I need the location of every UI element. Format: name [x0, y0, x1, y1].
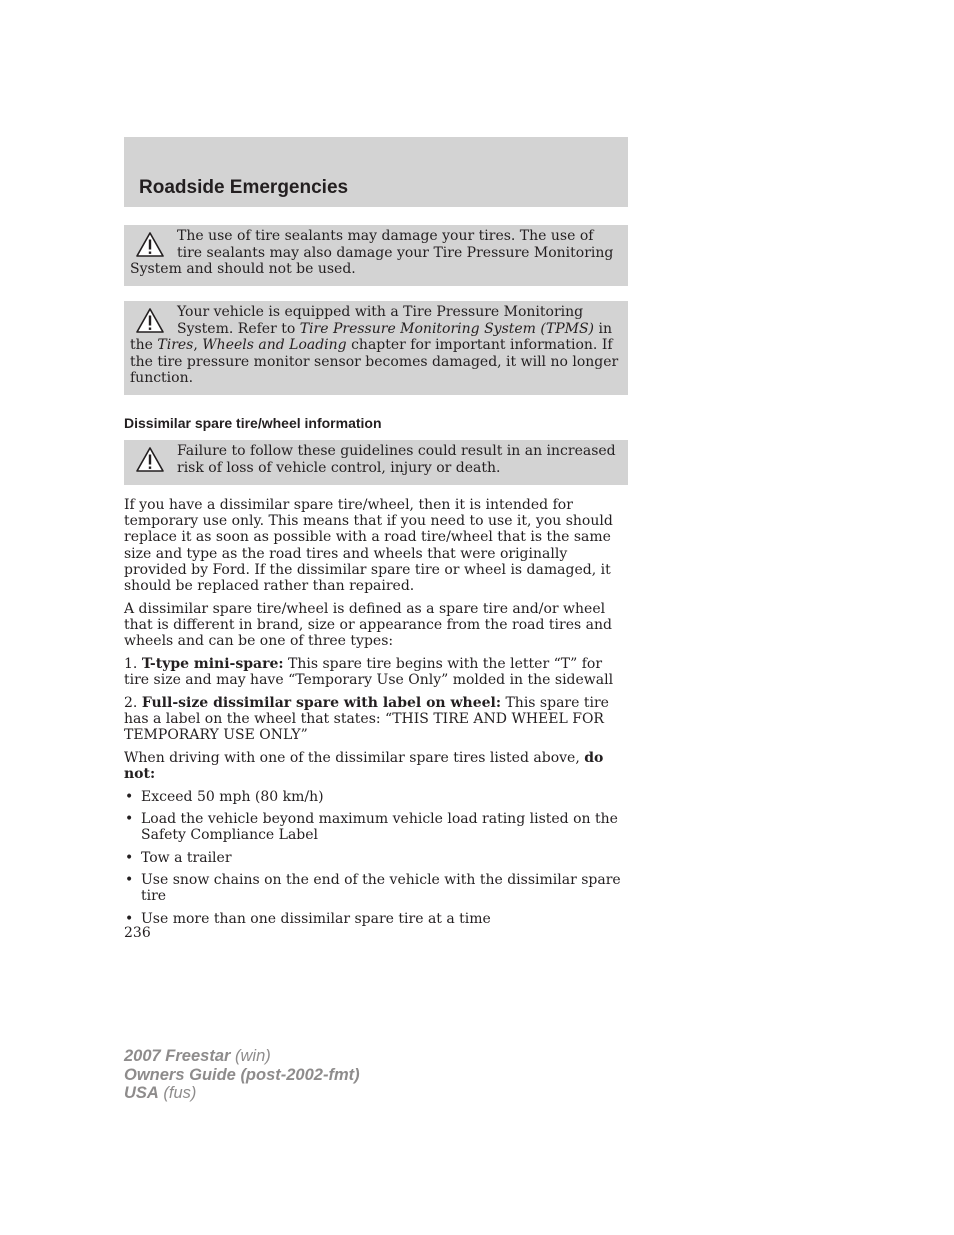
list-item-text: Tow a trailer	[141, 849, 232, 866]
warning-text-part: in the	[130, 320, 612, 353]
warning-box-tpms	[124, 301, 628, 395]
footer-line-guide	[124, 1066, 360, 1085]
item-description: This spare tire begins with the letter “T” for tire size and may have “Temporary Use Only” molded in the sidewall	[124, 655, 614, 689]
warning-text: Failure to follow these guidelines could result in an increased risk of loss of vehicle control, injury or death.	[177, 443, 616, 476]
body-text	[124, 497, 628, 933]
list-item	[124, 911, 628, 927]
bullet-icon: •	[125, 811, 134, 828]
warning-text	[130, 304, 622, 387]
list-item	[124, 811, 628, 843]
footer-market: USA	[124, 1084, 159, 1102]
footer-guide: Owners Guide (post-2002-fmt)	[124, 1065, 360, 1084]
warning-box-guidelines	[124, 440, 628, 485]
paragraph-do-not	[124, 750, 628, 782]
footer-model: 2007 Freestar	[124, 1047, 231, 1065]
chapter-reference-wheels: Wheels and Loading	[202, 337, 347, 353]
emphasis-do-not: do not:	[124, 749, 604, 783]
warning-text-part: Your vehicle is equipped with a Tire Pressure Monitoring System. Refer to	[177, 304, 584, 337]
bullet-icon: •	[125, 788, 134, 805]
list-item-text: Exceed 50 mph (80 km/h)	[141, 788, 324, 805]
list-item-text: Use snow chains on the end of the vehicle with the dissimilar spare tire	[141, 872, 621, 905]
warning-triangle-icon	[135, 446, 165, 474]
bullet-icon: •	[125, 849, 134, 866]
chapter-reference-tires: Tires	[157, 337, 194, 353]
footer-model-code: (win)	[230, 1047, 271, 1065]
warning-box-tire-sealants	[124, 225, 628, 286]
section-title: Dissimilar spare tire/wheel information	[124, 415, 382, 431]
paragraph-text: When driving with one of the dissimilar spare tires listed above,	[124, 749, 585, 766]
document-footer	[124, 1047, 360, 1103]
list-item-text: Load the vehicle beyond maximum vehicle load rating listed on the Safety Compliance Label	[141, 811, 618, 844]
footer-line-market	[124, 1084, 360, 1103]
tpms-reference: Tire Pressure Monitoring System (TPMS)	[299, 320, 595, 337]
type-item-1	[124, 656, 628, 688]
footer-market-code: (fus)	[158, 1084, 197, 1102]
warning-text: The use of tire sealants may damage your tires. The use of tire sealants may also damage your Tire Pressure Monitoring System and should not be used.	[130, 228, 614, 277]
list-item-text: Use more than one dissimilar spare tire at a time	[141, 910, 491, 927]
warning-text-part: chapter for important information. If the tire pressure monitor sensor becomes damaged, it will no longer function.	[130, 337, 619, 386]
warning-text-part: ,	[193, 337, 203, 353]
item-number: 1.	[124, 655, 142, 672]
warning-triangle-icon	[135, 307, 165, 335]
bullet-icon: •	[125, 910, 134, 927]
type-item-2	[124, 695, 628, 744]
list-item	[124, 850, 628, 866]
list-item	[124, 789, 628, 805]
warning-triangle-icon	[135, 231, 165, 259]
restrictions-list	[124, 789, 628, 927]
list-item	[124, 872, 628, 904]
item-description: This spare tire has a label on the wheel that states: “THIS TIRE AND WHEEL FOR TEMPORARY USE ONLY”	[124, 694, 609, 744]
item-term: Full-size dissimilar spare with label on wheel:	[141, 694, 502, 711]
page-number: 236	[124, 925, 151, 941]
footer-line-model	[124, 1047, 360, 1066]
page-title: Roadside Emergencies	[139, 177, 349, 198]
item-term: T-type mini-spare:	[141, 655, 284, 672]
paragraph-definition: A dissimilar spare tire/wheel is defined as a spare tire and/or wheel that is different in brand, size or appearance from the road tires and wheels and can be one of three types:	[124, 600, 612, 650]
item-number: 2.	[124, 694, 142, 711]
paragraph-intro: If you have a dissimilar spare tire/wheel, then it is intended for temporary use only. This means that if you need to use it, you should replace it as soon as possible with a road tire/wheel that is the same size and type as the road tires and wheels that were originally provided by Ford. If the dissimilar spare tire or wheel is damaged, it should be replaced rather than repaired.	[124, 497, 613, 595]
section-header	[124, 137, 628, 207]
bullet-icon: •	[125, 872, 134, 889]
